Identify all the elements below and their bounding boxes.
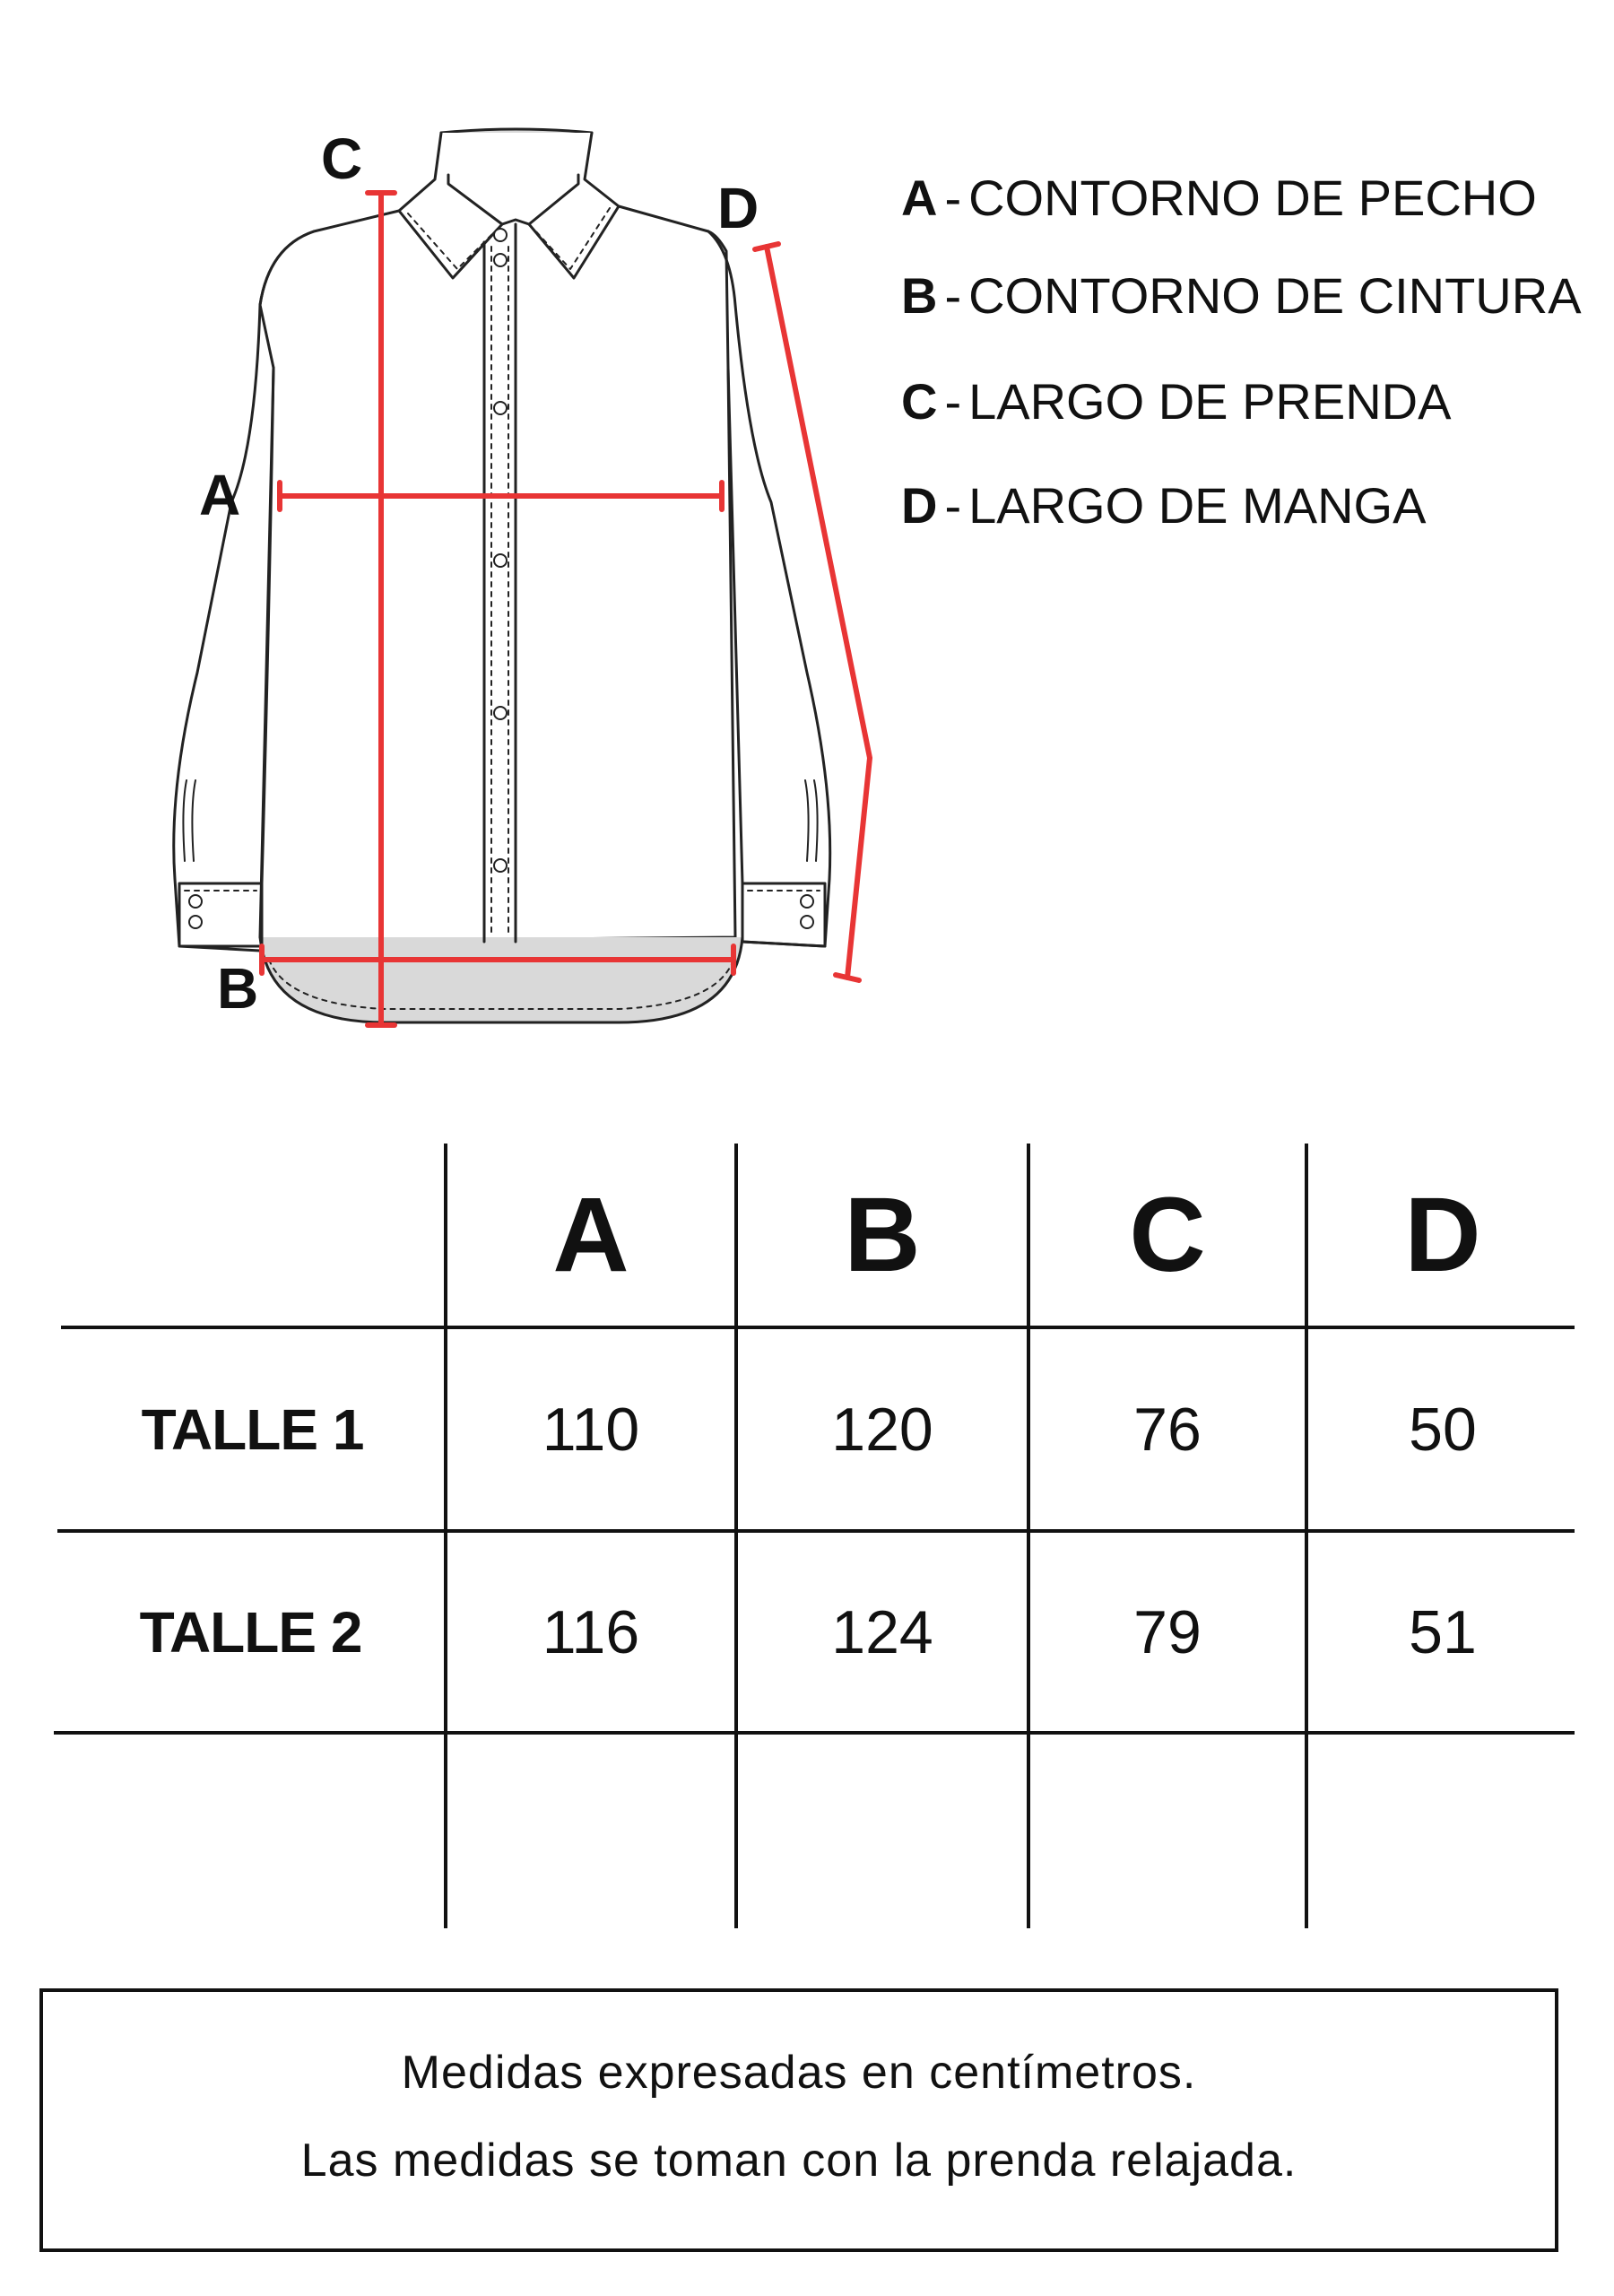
note-line-relaxed: Las medidas se toman con la prenda relajada. — [300, 2135, 1297, 2187]
table-cell: 76 — [1133, 1395, 1202, 1464]
legend-key: B — [901, 267, 938, 324]
legend-text: LARGO DE MANGA — [968, 477, 1427, 534]
legend-separator: - — [944, 477, 962, 534]
table-row-label: TALLE 2 — [139, 1599, 362, 1665]
legend-separator: - — [944, 267, 962, 324]
shirt-illustration — [0, 0, 1614, 1076]
legend-item-c — [901, 373, 1452, 430]
legend-separator: - — [944, 170, 962, 226]
garment-diagram — [0, 0, 1614, 1076]
legend-item-b — [901, 267, 1582, 324]
note-line-units: Medidas expresadas en centímetros. — [401, 2047, 1197, 2099]
legend-separator: - — [944, 373, 962, 430]
table-cell: 50 — [1409, 1395, 1477, 1464]
measure-label-b: B — [217, 956, 259, 1021]
table-cell: 110 — [542, 1395, 640, 1464]
legend-key: C — [901, 373, 938, 430]
table-header-b: B — [844, 1175, 921, 1294]
table-header-a: A — [552, 1175, 629, 1294]
table-cell: 124 — [831, 1597, 933, 1666]
legend-text: LARGO DE PRENDA — [968, 373, 1452, 430]
table-cell: 120 — [831, 1395, 933, 1464]
table-header-d: D — [1404, 1175, 1481, 1294]
measure-label-d: D — [717, 176, 759, 240]
table-cell: 79 — [1133, 1597, 1202, 1666]
legend-item-d — [901, 477, 1427, 534]
legend-item-a — [901, 170, 1537, 226]
legend-text: CONTORNO DE CINTURA — [968, 267, 1582, 324]
legend-key: A — [901, 170, 938, 226]
table-header-c: C — [1129, 1175, 1206, 1294]
legend-text: CONTORNO DE PECHO — [968, 170, 1537, 226]
table-row-label: TALLE 1 — [141, 1396, 364, 1462]
legend-key: D — [901, 477, 938, 534]
measurement-lines — [262, 193, 870, 1025]
measurement-note — [39, 1988, 1558, 2252]
measure-label-c: C — [321, 126, 363, 191]
table-divider — [54, 1731, 1575, 1735]
measure-label-a: A — [199, 463, 241, 527]
table-cell: 116 — [542, 1597, 640, 1666]
table-cell: 51 — [1409, 1597, 1477, 1666]
